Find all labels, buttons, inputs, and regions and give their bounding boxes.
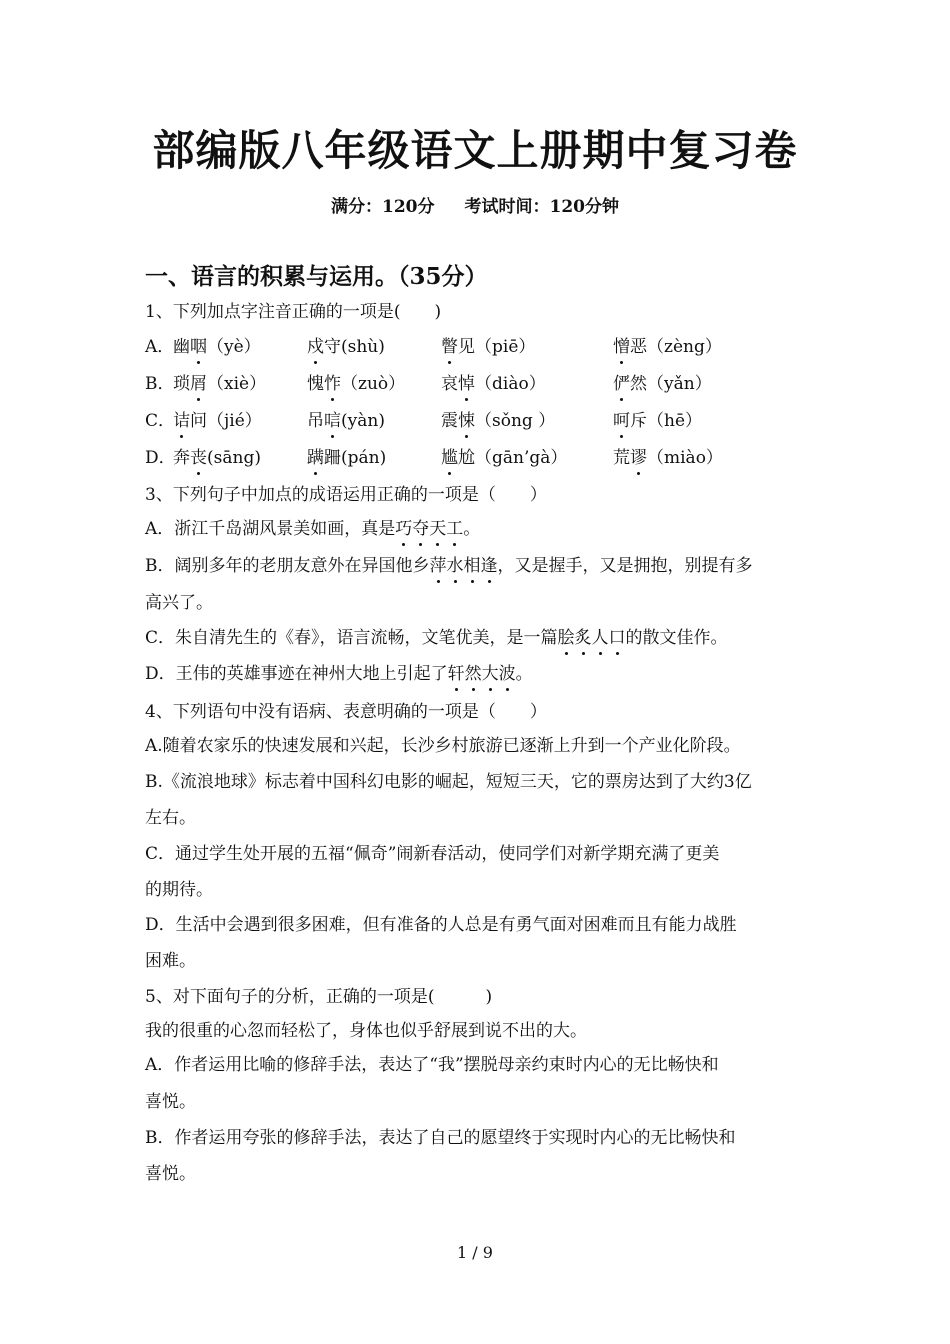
option-label: C． xyxy=(145,411,176,431)
pinyin-item: 奔丧(sāng) xyxy=(173,448,261,468)
q3-option-d: D．王伟的英雄事迹在神州大地上引起了轩然大波。 xyxy=(145,664,533,684)
q3-option-b-cont: 高兴了。 xyxy=(145,593,213,613)
dotted-idiom: 轩然大波 xyxy=(447,664,516,684)
pinyin-item: 俨然（yǎn） xyxy=(613,374,712,394)
q5-option-b: B．作者运用夸张的修辞手法，表达了自己的愿望终于实现时内心的无比畅快和 xyxy=(145,1128,736,1148)
q3-option-b: B．阔别多年的老朋友意外在异国他乡萍水相逢，又是握手，又是拥抱，别提有多 xyxy=(145,556,753,576)
pinyin-item: 愧怍（zuò） xyxy=(307,374,406,394)
q3-option-a: A．浙江千岛湖风景美如画，真是巧夺天工。 xyxy=(145,519,481,539)
q3-stem: 3、下列句子中加点的成语运用正确的一项是（ ） xyxy=(145,485,547,505)
q5-sentence: 我的很重的心忽而轻松了，身体也似乎舒展到说不出的大。 xyxy=(145,1021,587,1041)
q4-option-a: A.随着农家乐的快速发展和兴起，长沙乡村旅游已逐渐上升到一个产业化阶段。 xyxy=(145,736,741,756)
option-label: A． xyxy=(145,337,175,357)
pinyin-item: 荒谬（miào） xyxy=(613,448,723,468)
pinyin-item: 震悚（sǒng ） xyxy=(441,411,556,431)
pinyin-item: 吊唁(yàn) xyxy=(307,411,385,431)
pinyin-item: 蹒跚(pán) xyxy=(307,448,387,468)
pinyin-item: 哀悼（diào） xyxy=(441,374,546,394)
q5-option-a: A．作者运用比喻的修辞手法，表达了“我”摆脱母亲约束时内心的无比畅快和 xyxy=(145,1055,719,1075)
q4-option-c-cont: 的期待。 xyxy=(145,880,213,900)
dotted-idiom: 脍炙人口 xyxy=(557,628,626,648)
pinyin-item: 琐屑（xiè） xyxy=(173,374,267,394)
q4-option-c: C．通过学生处开展的五福“佩奇”闹新春活动，使同学们对新学期充满了更美 xyxy=(145,844,720,864)
full-score: 满分：120分 xyxy=(331,197,435,217)
q1-option-row-a xyxy=(145,335,845,359)
page-title: 部编版八年级语文上册期中复习卷 xyxy=(152,126,798,175)
pinyin-item: 幽咽（yè） xyxy=(173,337,261,357)
pinyin-item: 憎恶（zèng） xyxy=(613,337,722,357)
pinyin-item: 诘问（jié） xyxy=(173,411,262,431)
q4-option-b: B.《流浪地球》标志着中国科幻电影的崛起，短短三天，它的票房达到了大约3亿 xyxy=(145,772,752,792)
pinyin-item: 戍守(shù) xyxy=(307,337,385,357)
q1-option-row-d xyxy=(145,446,845,470)
option-label: D． xyxy=(145,448,176,468)
pinyin-item: 呵斥（hē） xyxy=(613,411,703,431)
q1-option-row-b xyxy=(145,372,845,396)
page-number: 1 / 9 xyxy=(457,1243,493,1262)
q5-stem: 5、对下面句子的分析，正确的一项是( ) xyxy=(145,987,493,1007)
q4-stem: 4、下列语句中没有语病、表意明确的一项是（ ） xyxy=(145,702,547,722)
dotted-idiom: 巧夺天工 xyxy=(395,519,464,539)
pinyin-item: 尴尬（gān’gà） xyxy=(441,448,568,468)
q5-option-a-cont: 喜悦。 xyxy=(145,1092,196,1112)
dotted-idiom: 萍水相逢 xyxy=(429,556,498,576)
q4-option-d-cont: 困难。 xyxy=(145,951,196,971)
q1-stem: 1、下列加点字注音正确的一项是( ) xyxy=(145,302,442,322)
exam-time: 考试时间：120分钟 xyxy=(464,197,619,217)
exam-meta xyxy=(0,192,950,217)
q5-option-b-cont: 喜悦。 xyxy=(145,1164,196,1184)
q4-option-d: D．生活中会遇到很多困难，但有准备的人总是有勇气面对困难而且有能力战胜 xyxy=(145,915,737,935)
pinyin-item: 瞥见（piē） xyxy=(441,337,536,357)
option-label: B． xyxy=(145,374,175,394)
q4-option-b-cont: 左右。 xyxy=(145,808,196,828)
q3-option-c: C．朱自清先生的《春》，语言流畅，文笔优美，是一篇脍炙人口的散文佳作。 xyxy=(145,628,728,648)
q1-option-row-c xyxy=(145,409,845,433)
section-heading: 一、语言的积累与运用。（35分） xyxy=(145,263,488,290)
